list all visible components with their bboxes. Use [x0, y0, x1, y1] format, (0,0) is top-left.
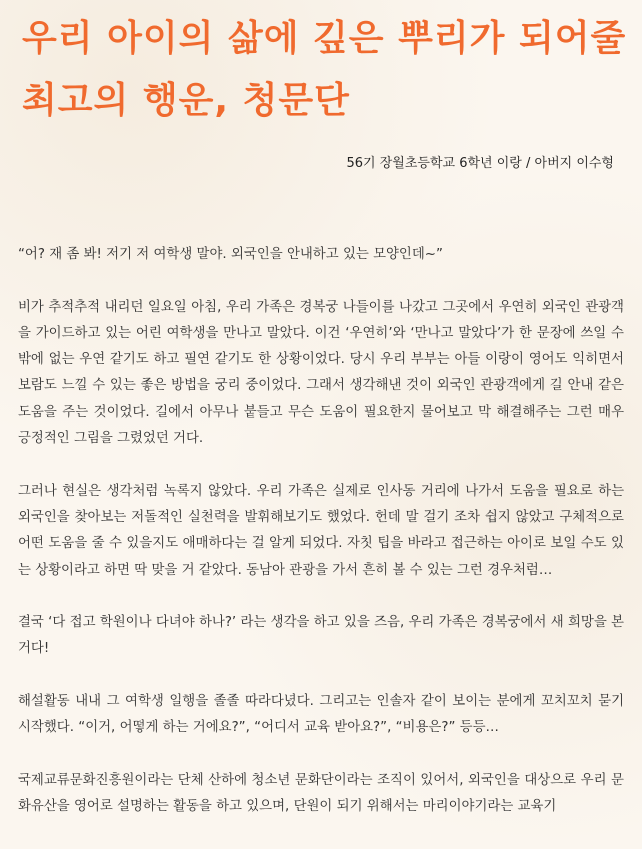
- article-title-line-2: 최고의 행운, 청문단: [22, 80, 350, 121]
- article-paragraph: “어? 재 좀 봐! 저기 저 여학생 말야. 외국인을 안내하고 있는 모양인데~”: [18, 247, 443, 262]
- article-paragraph: 그러나 현실은 생각처럼 녹록지 않았다. 우리 가족은 실제로 인사동 거리에 나가서 도움을 필요로 하는 외국인을 찾아보는 저돌적인 실천력을 발휘해보기도 했었다. 헌데 말 걸기 조차 쉽지 않았고 구체적으로 어떤 도움을 줄 수 있을지도 애매하다는 걸 알게 되었다. 자칫 팁을 바라고 접근하는 아이로 보일 수도 있는 상황이라고 하면 딱 맞을 거 같았다. 동남아 관광을 가서 흔히 볼 수 있는 그런 경우처럼…: [18, 483, 624, 578]
- article-paragraph: 국제교류문화진흥원이라는 단체 산하에 청소년 문화단이라는 조직이 있어서, 외국인을 대상으로 우리 문화유산을 영어로 설명하는 활동을 하고 있으며, 단원이 되기 위해서는 마리이야기라는 교육기: [18, 772, 624, 815]
- article-title: [22, 8, 627, 132]
- article-title-line-1: 우리 아이의 삶에 깊은 뿌리가 되어줄: [22, 18, 627, 59]
- article-paragraph: 결국 ‘다 접고 학원이나 다녀야 하나?’ 라는 생각을 하고 있을 즈음, 우리 가족은 경복궁에서 새 희망을 본거다!: [18, 615, 624, 657]
- article-body: [18, 242, 624, 847]
- article-paragraph: 비가 추적추적 내리던 일요일 아침, 우리 가족은 경복궁 나들이를 나갔고 그곳에서 우연히 외국인 관광객을 가이드하고 있는 어린 여학생을 만나고 말았다. 이건 ‘우연히’와 ‘만나고 말았다’가 한 문장에 쓰일 수 밖에 없는 우연 같기도 하고 필연 같기도 한 상황이었다. 당시 우리 부부는 아들 이랑이 영어도 익히면서 보람도 느낄 수 있는 좋은 방법을 궁리 중이었다. 그래서 생각해낸 것이 외국인 관광객에게 길 안내 같은 도움을 주는 것이었다. 길에서 아무나 붙들고 무슨 도움이 필요한지 물어보고 막 해결해주는 그런 매우 긍정적인 그림을 그렸었던 거다.: [18, 299, 624, 447]
- article-byline: 56기 장월초등학교 6학년 이랑 / 아버지 이수형: [346, 156, 614, 171]
- article-paragraph: 해설활동 내내 그 여학생 일행을 졸졸 따라다녔다. 그리고는 인솔자 같이 보이는 분에게 꼬치꼬치 묻기 시작했다. “이거, 어떻게 하는 거에요?”, “어디서 교육 받아요?”, “비용은?” 등등…: [18, 694, 624, 736]
